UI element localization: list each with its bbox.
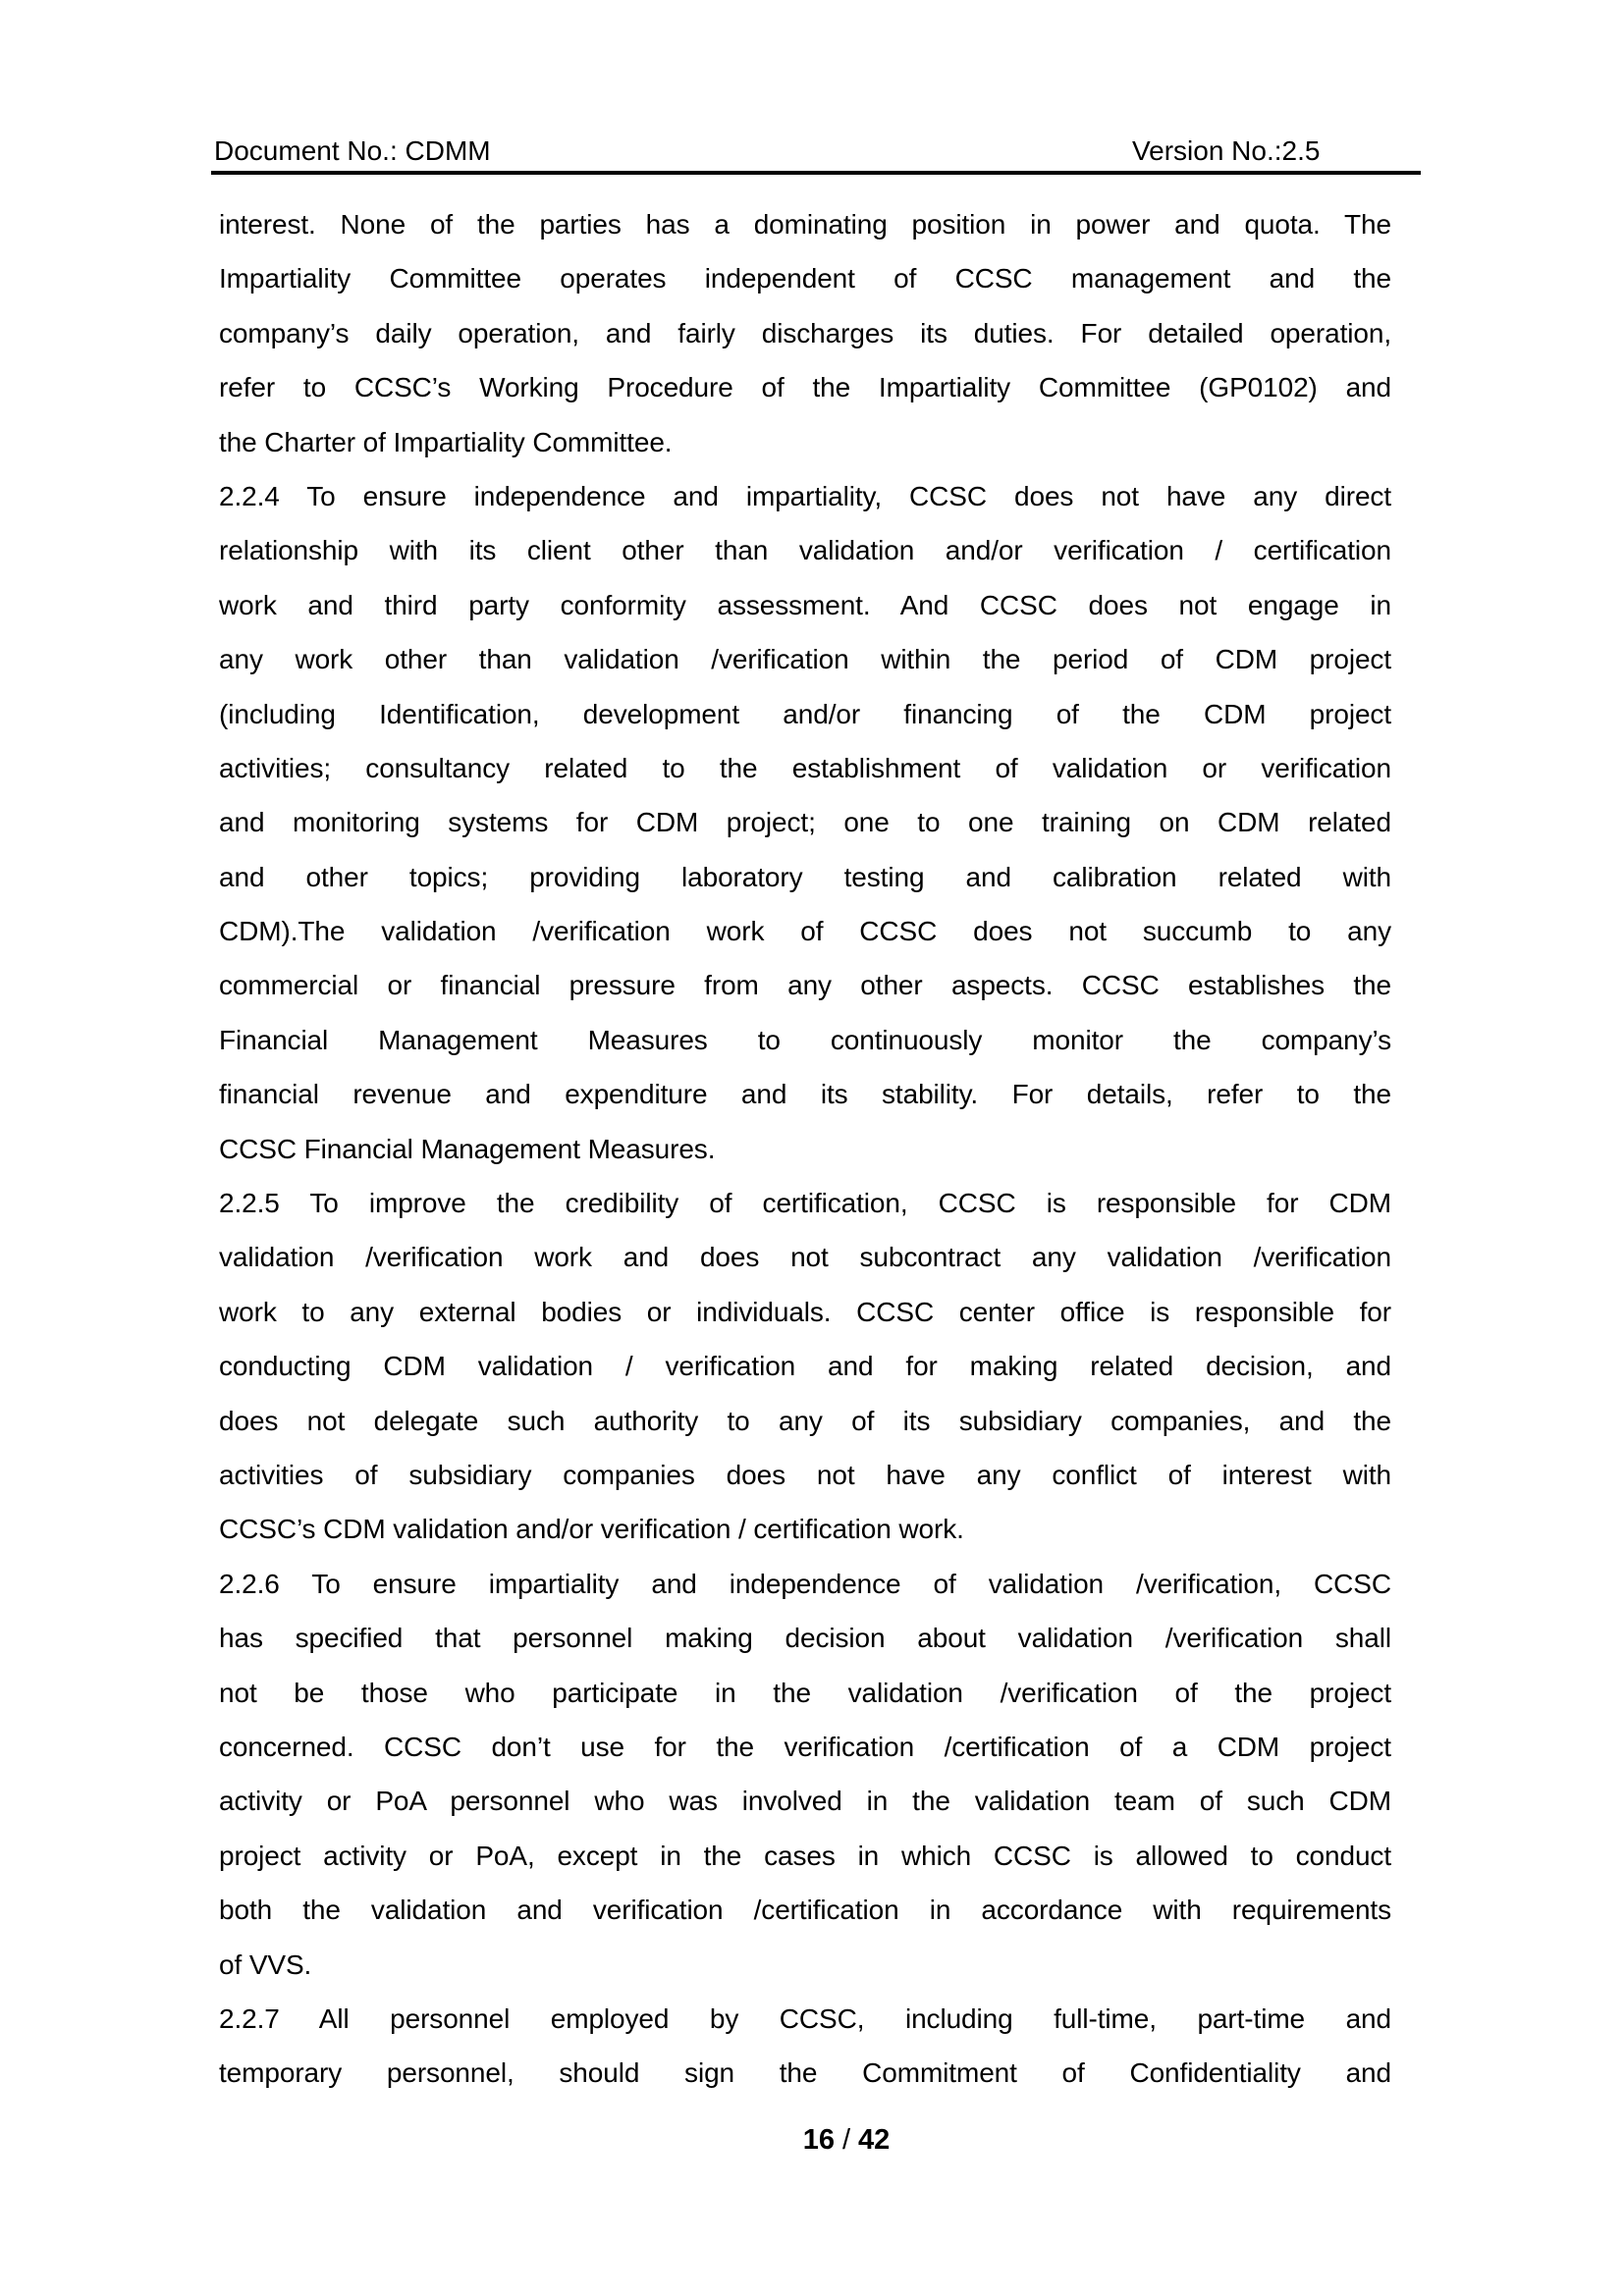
page-number-total: 42: [858, 2124, 891, 2156]
text-line: CCSC Financial Management Measures.: [219, 1133, 716, 1164]
text-line: 2.2.6 To ensure impartiality and independence of validation /verification, CCSC: [219, 1568, 1391, 1599]
page-number-current: 16: [802, 2124, 835, 2156]
text-line: the Charter of Impartiality Committee.: [219, 426, 673, 457]
text-line: commercial or financial pressure from any other aspects. CCSC establishes the: [219, 970, 1391, 1001]
text-line: does not delegate such authority to any of its subsidiary companies, and the: [219, 1405, 1391, 1436]
text-line: CCSC’s CDM validation and/or verification / certification work.: [219, 1514, 964, 1545]
document-body: [219, 197, 1391, 2101]
text-line: both the validation and verification /certification in accordance with requirements: [219, 1895, 1391, 1926]
text-line: 2.2.7 All personnel employed by CCSC, including full-time, part-time and: [219, 2002, 1391, 2034]
header-divider-rule: [211, 171, 1421, 175]
text-line: Financial Management Measures to continuously monitor the company’s: [219, 1024, 1391, 1055]
paragraph-2-2-4: [219, 469, 1391, 1176]
text-line: company’s daily operation, and fairly discharges its duties. For detailed operation,: [219, 317, 1391, 348]
paragraph-continuation: [219, 197, 1391, 469]
text-line: and other topics; providing laboratory testing and calibration related with: [219, 861, 1391, 892]
text-line: refer to CCSC’s Working Procedure of the Impartiality Committee (GP0102) and: [219, 372, 1391, 403]
paragraph-2-2-6: [219, 1557, 1391, 1992]
text-line: interest. None of the parties has a dominating position in power and quota. The: [219, 209, 1391, 240]
text-line: activity or PoA personnel who was involved in the validation team of such CDM: [219, 1786, 1391, 1817]
text-line: of VVS.: [219, 1949, 312, 1980]
text-line: validation /verification work and does not subcontract any validation /verification: [219, 1242, 1391, 1273]
text-line: work to any external bodies or individuals. CCSC center office is responsible for: [219, 1296, 1391, 1327]
text-line: financial revenue and expenditure and its stability. For details, refer to the: [219, 1079, 1391, 1110]
text-line: work and third party conformity assessment. And CCSC does not engage in: [219, 589, 1391, 620]
paragraph-2-2-5: [219, 1176, 1391, 1557]
text-line: 2.2.4 To ensure independence and impartiality, CCSC does not have any direct: [219, 480, 1391, 511]
text-line: activities; consultancy related to the establishment of validation or verification: [219, 752, 1391, 783]
text-line: project activity or PoA, except in the cases in which CCSC is allowed to conduct: [219, 1840, 1391, 1871]
text-line: 2.2.5 To improve the credibility of certification, CCSC is responsible for CDM: [219, 1188, 1391, 1219]
paragraph-2-2-7: [219, 1992, 1391, 2101]
page-footer: [34, 2124, 1624, 2157]
text-line: any work other than validation /verification within the period of CDM project: [219, 644, 1391, 675]
header-version-number: Version No.:2.5: [1132, 135, 1321, 166]
text-line: Impartiality Committee operates independent of CCSC management and the: [219, 263, 1391, 294]
text-line: concerned. CCSC don’t use for the verification /certification of a CDM project: [219, 1731, 1391, 1762]
text-line: activities of subsidiary companies does not have any conflict of interest with: [219, 1459, 1391, 1490]
text-line: (including Identification, development and/or financing of the CDM project: [219, 698, 1391, 729]
page-number-separator: /: [841, 2124, 851, 2156]
text-line: has specified that personnel making decision about validation /verification shall: [219, 1623, 1391, 1654]
text-line: and monitoring systems for CDM project; one to one training on CDM related: [219, 807, 1391, 838]
text-line: temporary personnel, should sign the Commitment of Confidentiality and: [219, 2057, 1391, 2089]
text-line: CDM).The validation /verification work of CCSC does not succumb to any: [219, 916, 1391, 947]
text-line: not be those who participate in the validation /verification of the project: [219, 1677, 1391, 1708]
header-document-number: Document No.: CDMM: [214, 135, 491, 166]
text-line: relationship with its client other than validation and/or verification / certification: [219, 535, 1391, 566]
text-line: conducting CDM validation / verification and for making related decision, and: [219, 1351, 1391, 1382]
